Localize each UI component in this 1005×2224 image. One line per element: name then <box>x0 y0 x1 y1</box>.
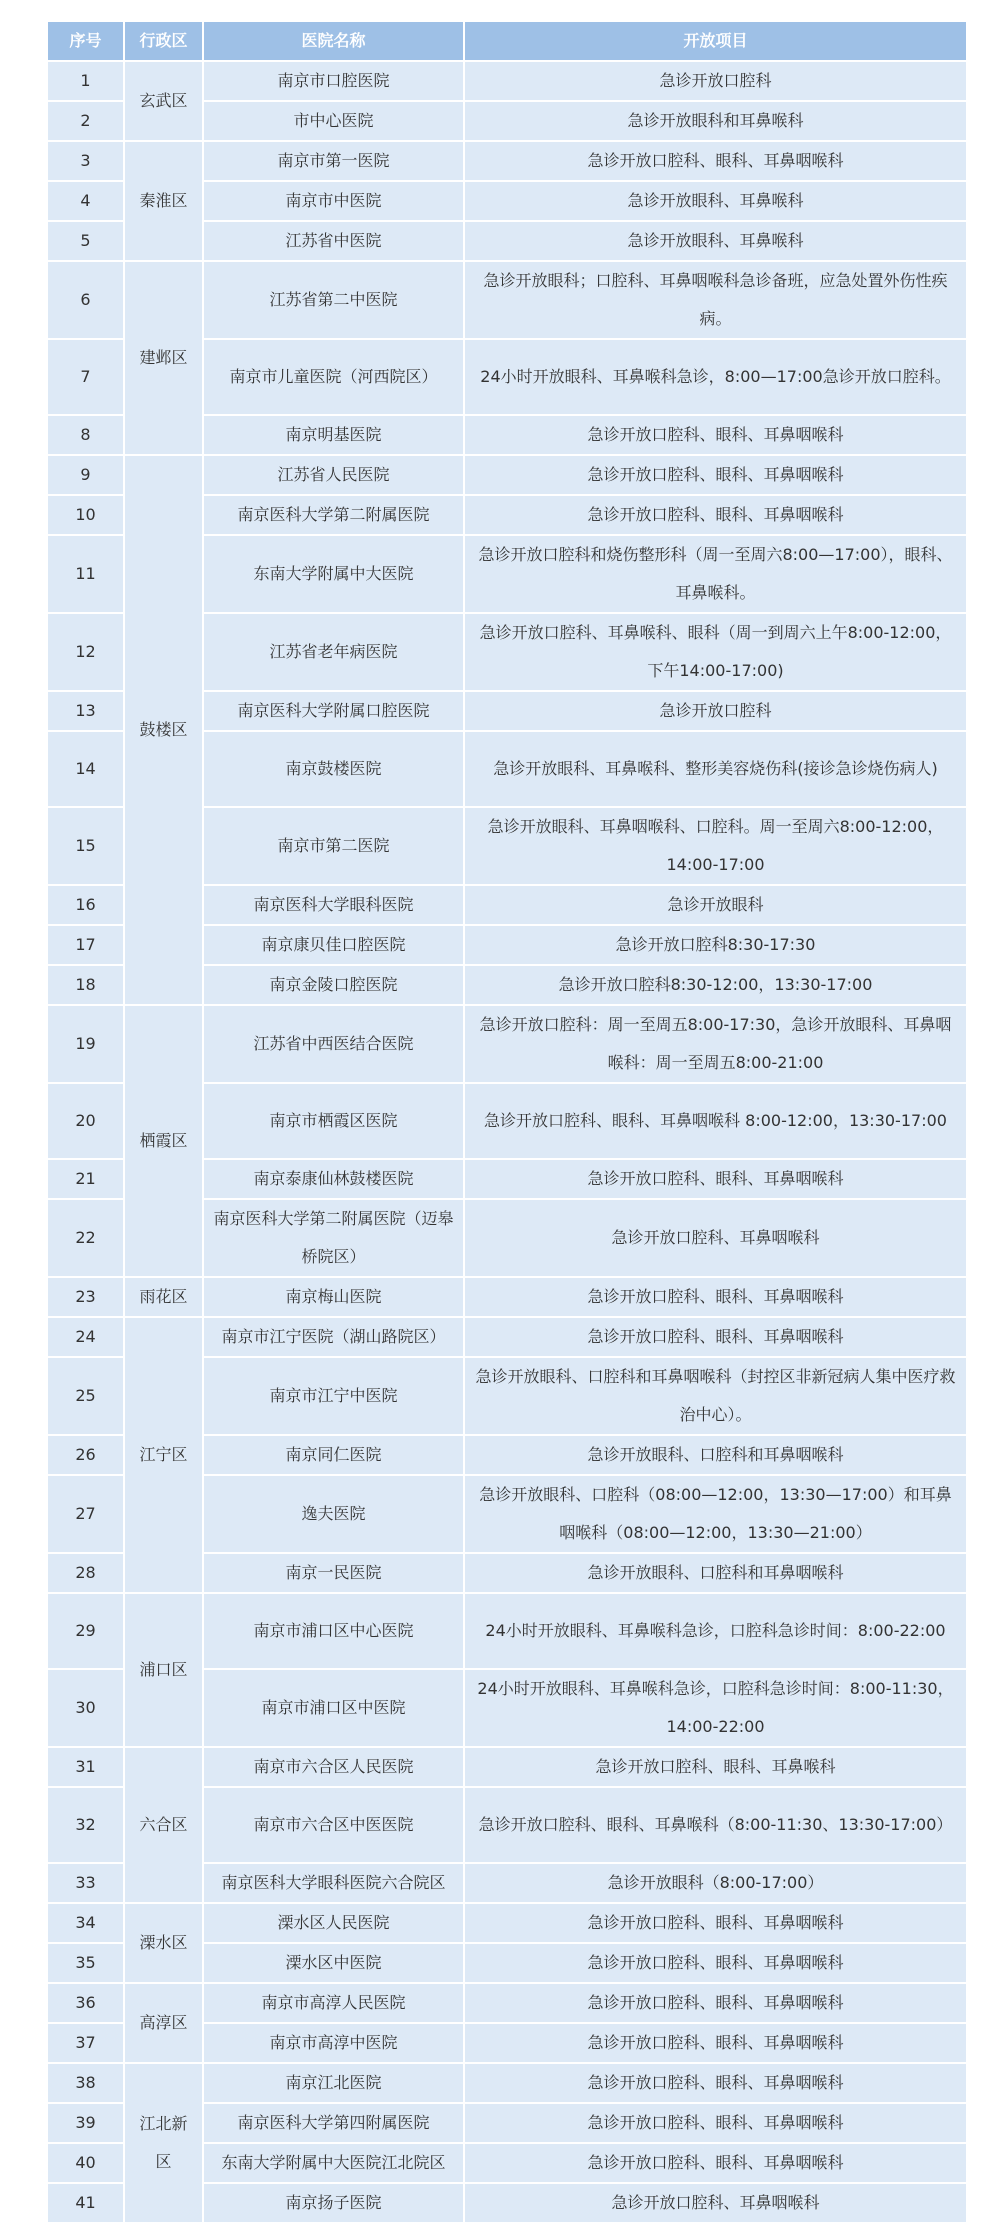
cell-no: 10 <box>47 495 124 535</box>
cell-service: 急诊开放口腔科、眼科、耳鼻咽喉科 <box>464 495 967 535</box>
cell-service: 急诊开放眼科、耳鼻咽喉科、口腔科。周一至周六8:00-12:00，14:00-17:00 <box>464 807 967 885</box>
cell-service: 急诊开放口腔科、眼科、耳鼻咽喉科 <box>464 1159 967 1199</box>
cell-service: 急诊开放口腔科、眼科、耳鼻咽喉科 <box>464 2143 967 2183</box>
cell-hospital: 南京一民医院 <box>203 1553 464 1593</box>
cell-service: 急诊开放眼科、口腔科和耳鼻咽喉科 <box>464 1553 967 1593</box>
cell-hospital: 南京明基医院 <box>203 415 464 455</box>
cell-no: 31 <box>47 1747 124 1787</box>
cell-service: 急诊开放眼科；口腔科、耳鼻咽喉科急诊备班，应急处置外伤性疾病。 <box>464 261 967 339</box>
cell-service: 急诊开放口腔科、眼科、耳鼻咽喉科 <box>464 1317 967 1357</box>
cell-no: 24 <box>47 1317 124 1357</box>
cell-service: 急诊开放口腔科、眼科、耳鼻咽喉科 <box>464 455 967 495</box>
cell-hospital: 南京市江宁医院（湖山路院区） <box>203 1317 464 1357</box>
cell-district: 六合区 <box>124 1747 203 1903</box>
cell-service: 急诊开放眼科、口腔科和耳鼻咽喉科 <box>464 1435 967 1475</box>
cell-no: 29 <box>47 1593 124 1669</box>
cell-hospital: 南京市江宁中医院 <box>203 1357 464 1435</box>
table-row <box>47 261 967 339</box>
cell-no: 27 <box>47 1475 124 1553</box>
cell-district: 栖霞区 <box>124 1005 203 1277</box>
cell-no: 28 <box>47 1553 124 1593</box>
table-row <box>47 455 967 495</box>
cell-no: 8 <box>47 415 124 455</box>
cell-service: 急诊开放口腔科8:30-12:00，13:30-17:00 <box>464 965 967 1005</box>
cell-district: 玄武区 <box>124 61 203 141</box>
cell-district: 高淳区 <box>124 1983 203 2063</box>
cell-service: 急诊开放眼科、耳鼻喉科 <box>464 181 967 221</box>
cell-no: 17 <box>47 925 124 965</box>
cell-hospital: 南京医科大学眼科医院六合院区 <box>203 1863 464 1903</box>
cell-service: 急诊开放眼科、耳鼻喉科 <box>464 221 967 261</box>
cell-service: 急诊开放口腔科8:30-17:30 <box>464 925 967 965</box>
table-header <box>47 21 967 61</box>
cell-service: 24小时开放眼科、耳鼻喉科急诊，口腔科急诊时间：8:00-22:00 <box>464 1593 967 1669</box>
cell-service: 急诊开放口腔科、眼科、耳鼻咽喉科 <box>464 2023 967 2063</box>
cell-no: 4 <box>47 181 124 221</box>
cell-hospital: 南京市栖霞区医院 <box>203 1083 464 1159</box>
cell-service: 急诊开放眼科和耳鼻喉科 <box>464 101 967 141</box>
cell-district: 江北新区 <box>124 2063 203 2223</box>
cell-no: 21 <box>47 1159 124 1199</box>
header-district: 行政区 <box>124 21 203 61</box>
hospital-table <box>46 20 968 2224</box>
table-row <box>47 2063 967 2103</box>
cell-hospital: 南京江北医院 <box>203 2063 464 2103</box>
cell-hospital: 逸夫医院 <box>203 1475 464 1553</box>
cell-no: 39 <box>47 2103 124 2143</box>
cell-service: 急诊开放口腔科、耳鼻咽喉科 <box>464 2183 967 2223</box>
cell-district: 雨花区 <box>124 1277 203 1317</box>
cell-hospital: 江苏省人民医院 <box>203 455 464 495</box>
cell-no: 6 <box>47 261 124 339</box>
cell-no: 34 <box>47 1903 124 1943</box>
table-row <box>47 1983 967 2023</box>
table-row <box>47 1747 967 1787</box>
table-row <box>47 61 967 101</box>
cell-hospital: 南京鼓楼医院 <box>203 731 464 807</box>
cell-service: 急诊开放口腔科、耳鼻喉科、眼科（周一到周六上午8:00-12:00，下午14:00-17:00) <box>464 613 967 691</box>
cell-no: 25 <box>47 1357 124 1435</box>
cell-no: 16 <box>47 885 124 925</box>
cell-no: 41 <box>47 2183 124 2223</box>
cell-service: 急诊开放口腔科、眼科、耳鼻咽喉科 <box>464 1277 967 1317</box>
header-hospital: 医院名称 <box>203 21 464 61</box>
cell-hospital: 溧水区人民医院 <box>203 1903 464 1943</box>
cell-district: 溧水区 <box>124 1903 203 1983</box>
cell-no: 23 <box>47 1277 124 1317</box>
cell-service: 急诊开放口腔科：周一至周五8:00-17:30，急诊开放眼科、耳鼻咽喉科：周一至周五8:00-21:00 <box>464 1005 967 1083</box>
cell-service: 急诊开放眼科、口腔科（08:00—12:00，13:30—17:00）和耳鼻咽喉科（08:00—12:00，13:30—21:00） <box>464 1475 967 1553</box>
cell-no: 15 <box>47 807 124 885</box>
cell-hospital: 南京市高淳人民医院 <box>203 1983 464 2023</box>
cell-no: 3 <box>47 141 124 181</box>
cell-district: 秦淮区 <box>124 141 203 261</box>
cell-no: 32 <box>47 1787 124 1863</box>
cell-no: 7 <box>47 339 124 415</box>
cell-hospital: 南京市浦口区中医院 <box>203 1669 464 1747</box>
cell-district: 建邺区 <box>124 261 203 455</box>
cell-no: 22 <box>47 1199 124 1277</box>
cell-service: 急诊开放口腔科 <box>464 61 967 101</box>
table-row <box>47 1317 967 1357</box>
cell-service: 急诊开放口腔科、耳鼻咽喉科 <box>464 1199 967 1277</box>
cell-hospital: 南京市口腔医院 <box>203 61 464 101</box>
cell-hospital: 南京医科大学眼科医院 <box>203 885 464 925</box>
cell-hospital: 溧水区中医院 <box>203 1943 464 1983</box>
cell-service: 急诊开放眼科、耳鼻喉科、整形美容烧伤科(接诊急诊烧伤病人) <box>464 731 967 807</box>
cell-hospital: 南京泰康仙林鼓楼医院 <box>203 1159 464 1199</box>
header-service: 开放项目 <box>464 21 967 61</box>
table-row <box>47 1593 967 1669</box>
cell-no: 37 <box>47 2023 124 2063</box>
cell-no: 14 <box>47 731 124 807</box>
header-row <box>47 21 967 61</box>
cell-hospital: 南京市浦口区中心医院 <box>203 1593 464 1669</box>
table-body <box>47 61 967 2223</box>
cell-service: 急诊开放口腔科、眼科、耳鼻咽喉科 <box>464 2063 967 2103</box>
cell-no: 33 <box>47 1863 124 1903</box>
cell-hospital: 江苏省中西医结合医院 <box>203 1005 464 1083</box>
cell-service: 急诊开放口腔科、眼科、耳鼻咽喉科 <box>464 1983 967 2023</box>
cell-service: 急诊开放口腔科、眼科、耳鼻咽喉科 <box>464 1943 967 1983</box>
cell-no: 9 <box>47 455 124 495</box>
cell-no: 30 <box>47 1669 124 1747</box>
cell-hospital: 市中心医院 <box>203 101 464 141</box>
cell-service: 急诊开放口腔科、眼科、耳鼻喉科 <box>464 1747 967 1787</box>
cell-no: 26 <box>47 1435 124 1475</box>
cell-hospital: 东南大学附属中大医院江北院区 <box>203 2143 464 2183</box>
cell-hospital: 南京医科大学第四附属医院 <box>203 2103 464 2143</box>
cell-hospital: 南京医科大学附属口腔医院 <box>203 691 464 731</box>
cell-hospital: 南京市中医院 <box>203 181 464 221</box>
cell-hospital: 江苏省老年病医院 <box>203 613 464 691</box>
cell-hospital: 东南大学附属中大医院 <box>203 535 464 613</box>
cell-service: 急诊开放口腔科 <box>464 691 967 731</box>
cell-no: 5 <box>47 221 124 261</box>
cell-no: 20 <box>47 1083 124 1159</box>
table-row <box>47 1903 967 1943</box>
cell-service: 急诊开放口腔科、眼科、耳鼻喉科（8:00-11:30、13:30-17:00） <box>464 1787 967 1863</box>
cell-service: 急诊开放口腔科、眼科、耳鼻咽喉科 8:00-12:00，13:30-17:00 <box>464 1083 967 1159</box>
cell-hospital: 南京医科大学第二附属医院 <box>203 495 464 535</box>
cell-hospital: 南京市六合区中医医院 <box>203 1787 464 1863</box>
cell-no: 35 <box>47 1943 124 1983</box>
cell-no: 40 <box>47 2143 124 2183</box>
cell-service: 急诊开放眼科（8:00-17:00） <box>464 1863 967 1903</box>
cell-no: 2 <box>47 101 124 141</box>
cell-hospital: 南京梅山医院 <box>203 1277 464 1317</box>
cell-hospital: 南京市第二医院 <box>203 807 464 885</box>
cell-no: 19 <box>47 1005 124 1083</box>
cell-hospital: 南京市儿童医院（河西院区） <box>203 339 464 415</box>
cell-hospital: 南京康贝佳口腔医院 <box>203 925 464 965</box>
cell-hospital: 南京医科大学第二附属医院（迈皋桥院区） <box>203 1199 464 1277</box>
cell-no: 18 <box>47 965 124 1005</box>
cell-service: 24小时开放眼科、耳鼻喉科急诊，口腔科急诊时间：8:00-11:30，14:00-22:00 <box>464 1669 967 1747</box>
cell-no: 11 <box>47 535 124 613</box>
cell-service: 急诊开放口腔科、眼科、耳鼻咽喉科 <box>464 415 967 455</box>
cell-service: 急诊开放口腔科和烧伤整形科（周一至周六8:00—17:00），眼科、耳鼻喉科。 <box>464 535 967 613</box>
cell-hospital: 南京扬子医院 <box>203 2183 464 2223</box>
cell-district: 江宁区 <box>124 1317 203 1593</box>
cell-hospital: 南京市六合区人民医院 <box>203 1747 464 1787</box>
cell-no: 13 <box>47 691 124 731</box>
table-row <box>47 1277 967 1317</box>
cell-service: 急诊开放眼科、口腔科和耳鼻咽喉科（封控区非新冠病人集中医疗救治中心）。 <box>464 1357 967 1435</box>
cell-district: 鼓楼区 <box>124 455 203 1005</box>
cell-no: 1 <box>47 61 124 101</box>
cell-service: 急诊开放口腔科、眼科、耳鼻咽喉科 <box>464 1903 967 1943</box>
cell-hospital: 江苏省中医院 <box>203 221 464 261</box>
cell-hospital: 南京金陵口腔医院 <box>203 965 464 1005</box>
cell-hospital: 南京市第一医院 <box>203 141 464 181</box>
header-no: 序号 <box>47 21 124 61</box>
cell-district: 浦口区 <box>124 1593 203 1747</box>
cell-service: 急诊开放眼科 <box>464 885 967 925</box>
cell-service: 急诊开放口腔科、眼科、耳鼻咽喉科 <box>464 2103 967 2143</box>
cell-hospital: 南京市高淳中医院 <box>203 2023 464 2063</box>
table-row <box>47 1005 967 1083</box>
cell-no: 38 <box>47 2063 124 2103</box>
cell-no: 12 <box>47 613 124 691</box>
cell-service: 急诊开放口腔科、眼科、耳鼻咽喉科 <box>464 141 967 181</box>
table-row <box>47 141 967 181</box>
cell-hospital: 江苏省第二中医院 <box>203 261 464 339</box>
cell-hospital: 南京同仁医院 <box>203 1435 464 1475</box>
cell-no: 36 <box>47 1983 124 2023</box>
cell-service: 24小时开放眼科、耳鼻喉科急诊，8:00—17:00急诊开放口腔科。 <box>464 339 967 415</box>
